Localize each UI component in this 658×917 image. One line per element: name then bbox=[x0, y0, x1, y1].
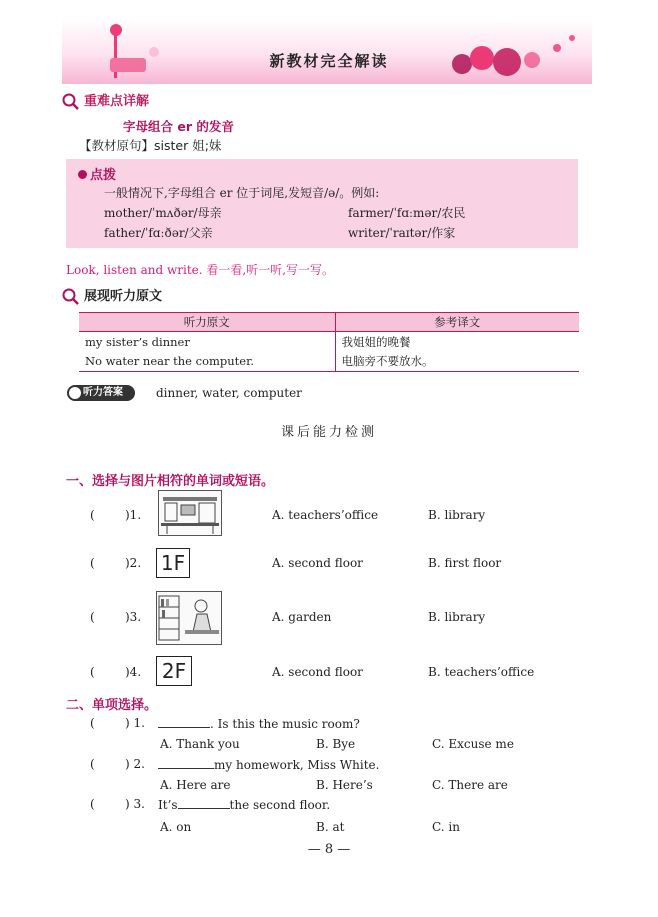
table-header-row bbox=[79, 313, 579, 332]
table-row bbox=[79, 332, 579, 352]
page-number: — 8 — bbox=[307, 842, 351, 857]
question-paren: ( bbox=[90, 556, 95, 570]
question-paren: ( bbox=[90, 610, 95, 624]
col-original: 听力原文 bbox=[79, 313, 335, 332]
tip-label-text: 点拨 bbox=[90, 168, 117, 183]
question-paren: ( bbox=[90, 508, 95, 522]
example-left-1: mother/ˈmʌðər/母亲 bbox=[104, 206, 222, 220]
question-text-post: the second floor. bbox=[229, 798, 331, 812]
listening-heading bbox=[62, 285, 162, 306]
answer-text: dinner, water, computer bbox=[156, 386, 302, 400]
floor-2f-picture: 2F bbox=[156, 656, 192, 686]
question-text bbox=[158, 757, 379, 772]
option-a: A. Thank you bbox=[160, 737, 240, 751]
bullet-icon bbox=[78, 170, 87, 179]
answer-badge: 听力答案 bbox=[67, 385, 135, 401]
question-paren: ( bbox=[90, 665, 95, 679]
listening-title: 展现听力原文 bbox=[84, 289, 163, 304]
question-text bbox=[158, 716, 360, 731]
magnifier-icon bbox=[62, 288, 80, 306]
library-illustration-icon bbox=[157, 592, 221, 644]
answer-blank[interactable] bbox=[158, 757, 214, 769]
example-right-2: writer/ˈraɪtər/作家 bbox=[348, 226, 456, 240]
tip-text: 一般情况下,字母组合 er 位于词尾,发短音/ə/。例如: bbox=[104, 186, 380, 200]
option-b: B. Bye bbox=[316, 737, 356, 751]
library-picture bbox=[156, 591, 222, 645]
option-a: A. second floor bbox=[272, 556, 363, 570]
option-b: B. library bbox=[428, 610, 486, 624]
table-row bbox=[79, 352, 579, 372]
option-c: C. in bbox=[432, 820, 460, 834]
question-number: )4. bbox=[125, 665, 142, 679]
check-title: 课后能力检测 bbox=[280, 425, 377, 440]
row-original: my sister’s dinner bbox=[85, 334, 190, 349]
question-text-post: my homework, Miss White. bbox=[214, 758, 380, 772]
row-translation: 我姐姐的晚餐 bbox=[335, 332, 579, 352]
option-b: B. first floor bbox=[428, 556, 502, 570]
question-number: ) 3. bbox=[125, 797, 145, 811]
example-left-2: father/ˈfɑːðər/父亲 bbox=[104, 226, 213, 240]
option-a: A. on bbox=[160, 820, 192, 834]
floor-1f-picture: 1F bbox=[156, 548, 190, 578]
answer-blank[interactable] bbox=[158, 716, 210, 728]
office-picture bbox=[158, 490, 222, 536]
option-a: A. Here are bbox=[160, 778, 231, 792]
question-paren: ( bbox=[90, 797, 95, 811]
question-text-post: . Is this the music room? bbox=[210, 717, 360, 731]
option-a: A. teachers’office bbox=[272, 508, 379, 522]
part2-heading: 二、单项选择。 bbox=[66, 698, 158, 713]
example-right-1: farmer/ˈfɑːmər/农民 bbox=[348, 206, 466, 220]
question-number: )1. bbox=[125, 508, 142, 522]
option-b: B. Here’s bbox=[316, 778, 373, 792]
question-number: ) 1. bbox=[125, 716, 145, 730]
option-a: A. garden bbox=[272, 610, 332, 624]
office-illustration-icon bbox=[159, 491, 221, 535]
magnifier-icon bbox=[62, 93, 80, 111]
question-number: )2. bbox=[125, 556, 142, 570]
option-c: C. Excuse me bbox=[432, 737, 514, 751]
option-b: B. at bbox=[316, 820, 345, 834]
question-paren: ( bbox=[90, 716, 95, 730]
source-sentence: 【教材原句】sister 姐;妹 bbox=[79, 138, 222, 153]
tip-label bbox=[78, 164, 116, 183]
question-number: ) 2. bbox=[125, 757, 145, 771]
header-title: 新教材完全解读 bbox=[269, 52, 389, 70]
key-points-title: 重难点详解 bbox=[84, 94, 150, 109]
option-b: B. teachers’office bbox=[428, 665, 535, 679]
option-b: B. library bbox=[428, 508, 486, 522]
question-paren: ( bbox=[90, 757, 95, 771]
question-number: )3. bbox=[125, 610, 142, 624]
row-translation: 电脑旁不要放水。 bbox=[335, 352, 579, 372]
part1-heading: 一、选择与图片相符的单词或短语。 bbox=[66, 474, 275, 489]
option-c: C. There are bbox=[432, 778, 508, 792]
row-original: No water near the computer. bbox=[79, 352, 335, 372]
question-text-pre: It’s bbox=[158, 798, 178, 812]
col-translation: 参考译文 bbox=[335, 313, 579, 332]
answer-blank[interactable] bbox=[178, 797, 230, 809]
listening-table bbox=[79, 312, 579, 372]
question-text bbox=[158, 797, 330, 812]
er-subheading: 字母组合 er 的发音 bbox=[123, 119, 234, 134]
instruction: Look, listen and write. 看一看,听一听,写一写。 bbox=[66, 263, 335, 277]
key-points-heading bbox=[62, 90, 149, 111]
option-a: A. second floor bbox=[272, 665, 363, 679]
